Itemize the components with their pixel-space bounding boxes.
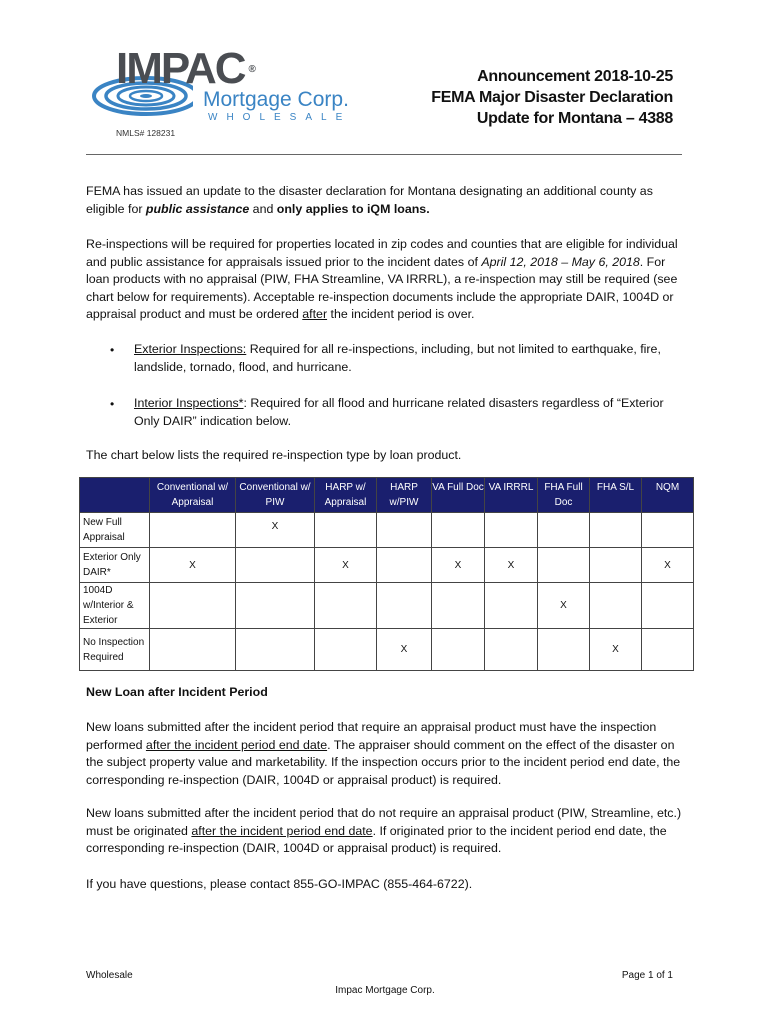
table-cell <box>150 629 236 671</box>
bullet-exterior-inspections: Exterior Inspections: Required for all re-inspections, including, but not limited to earthquake, fire, landslide, tornado, flood, and hurricane. <box>134 342 661 374</box>
nmls-number: NMLS# 128231 <box>116 128 176 138</box>
table-header-row <box>80 478 694 513</box>
chart-intro: The chart below lists the required re-inspection type by loan product. <box>86 448 462 462</box>
company-logo <box>88 44 358 143</box>
table-cell: X <box>150 548 236 583</box>
section-heading-new-loan: New Loan after Incident Period <box>86 685 268 699</box>
table-cell <box>485 513 538 548</box>
table-cell <box>315 583 377 629</box>
col-nqm: NQM <box>642 478 694 513</box>
contact-paragraph: If you have questions, please contact 855-GO-IMPAC (855-464-6722). <box>86 877 473 891</box>
table-cell <box>590 513 642 548</box>
footer-left: Wholesale <box>86 970 133 981</box>
table-cell <box>150 513 236 548</box>
table-cell <box>642 583 694 629</box>
table-cell <box>377 548 432 583</box>
table-cell <box>236 583 315 629</box>
table-cell <box>432 629 485 671</box>
table-cell: X <box>590 629 642 671</box>
table-cell <box>315 513 377 548</box>
table-header-blank <box>80 478 150 513</box>
table-row <box>80 629 694 671</box>
reinspection-paragraph: Re-inspections will be required for properties located in zip codes and counties that are eligible for individual and public assistance for appraisals issued prior to the incident dates of April 12, 2018 – May 6, 2018. For loan products with no appraisal (PIW, FHA Streamline, VA IRRRL), a re-inspection may still be required (see chart below for requirements). Acceptable re-inspection documents include the appropriate DAIR, 1004D or appraisal product and must be ordered after the incident period is over. <box>86 237 678 322</box>
footer-company: Impac Mortgage Corp. <box>335 985 435 996</box>
table-cell <box>538 513 590 548</box>
footer-page-number: Page 1 of 1 <box>621 970 673 981</box>
table-row <box>80 583 694 629</box>
new-loan-paragraph-2: New loans submitted after the incident period that do not require an appraisal product (PIW, Streamline, etc.) must be originated after the incident period end date. If originated prior to the incident period end date, the corresponding re-inspection (DAIR, 1004D or appraisal product) is required. <box>86 806 682 856</box>
table-cell: X <box>315 548 377 583</box>
table-cell <box>642 629 694 671</box>
reinspection-table <box>79 477 694 671</box>
logo-tagline: Mortgage Corp. <box>203 88 349 111</box>
announcement-title: Announcement 2018-10-25 FEMA Major Disaster Declaration Update for Montana – 4388 <box>431 68 673 127</box>
col-fha-sl: FHA S/L <box>590 478 642 513</box>
row-label: Exterior Only DAIR* <box>80 548 150 583</box>
col-fha-full-doc: FHA Full Doc <box>538 478 590 513</box>
table-cell <box>150 583 236 629</box>
table-cell <box>485 583 538 629</box>
table-cell: X <box>642 548 694 583</box>
table-cell <box>377 513 432 548</box>
table-cell <box>236 629 315 671</box>
col-harp-piw: HARP w/PIW <box>377 478 432 513</box>
table-cell: X <box>485 548 538 583</box>
new-loan-paragraph-1: New loans submitted after the incident period that require an appraisal product must have the inspection performed after the incident period end date. The appraiser should comment on the effect of the disaster on the subject property value and marketability. If the inspection occurs prior to the incident period end date, the corresponding re-inspection (DAIR, 1004D or appraisal product) is required. <box>86 720 681 787</box>
table-cell: X <box>236 513 315 548</box>
table-cell <box>590 583 642 629</box>
bullet-marker: • <box>110 397 115 411</box>
logo-brand: IMPAC ® <box>116 44 256 93</box>
col-harp-appraisal: HARP w/ Appraisal <box>315 478 377 513</box>
row-label: New Full Appraisal <box>80 513 150 548</box>
table-row <box>80 548 694 583</box>
table-cell: X <box>377 629 432 671</box>
table-cell <box>432 513 485 548</box>
table-cell: X <box>432 548 485 583</box>
row-label: 1004D w/Interior & Exterior <box>80 583 150 629</box>
logo-wholesale: WHOLESALE <box>208 112 352 123</box>
table-cell <box>432 583 485 629</box>
table-cell <box>485 629 538 671</box>
table-cell <box>236 548 315 583</box>
table-cell: X <box>538 583 590 629</box>
table-cell <box>315 629 377 671</box>
bullet-marker: • <box>110 343 115 357</box>
table-row <box>80 513 694 548</box>
table-cell <box>377 583 432 629</box>
table-cell <box>538 629 590 671</box>
table-cell <box>590 548 642 583</box>
col-va-irrrl: VA IRRRL <box>485 478 538 513</box>
intro-paragraph: FEMA has issued an update to the disaster declaration for Montana designating an additional county as eligible for public assistance and only applies to iQM loans. <box>86 184 653 216</box>
col-conventional-piw: Conventional w/ PIW <box>236 478 315 513</box>
col-va-full-doc: VA Full Doc <box>432 478 485 513</box>
row-label: No Inspection Required <box>80 629 150 671</box>
table-cell <box>538 548 590 583</box>
bullet-interior-inspections: Interior Inspections*: Required for all flood and hurricane related disasters regardless of “Exterior Only DAIR” indication below. <box>134 396 664 428</box>
header-divider <box>86 154 682 155</box>
col-conventional-appraisal: Conventional w/ Appraisal <box>150 478 236 513</box>
table-cell <box>642 513 694 548</box>
